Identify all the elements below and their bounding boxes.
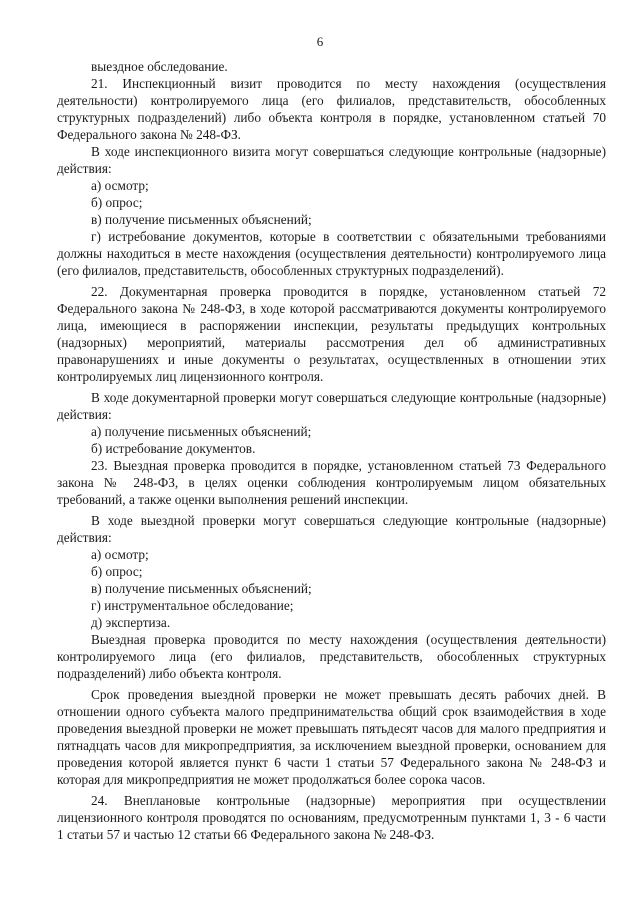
page-number: 6 bbox=[316, 34, 324, 49]
paragraph-2: 21. Инспекционный визит проводится по месту нахождения (осуществления деятельности) контролируемого лица (его филиалов, представительств, обособленных структурных подразделений) либо объекта контроля в порядке, установленном статьей 70 Федерального закона № 248-ФЗ. bbox=[57, 76, 606, 142]
list-item: а) осмотр; bbox=[91, 547, 149, 562]
list-item: г) инструментальное обследование; bbox=[91, 598, 294, 613]
paragraph-5: В ходе выездной проверки могут совершаться следующие контрольные (надзорные) действия: bbox=[57, 513, 606, 545]
document-body bbox=[57, 58, 606, 843]
list-item: а) получение письменных объяснений; bbox=[91, 424, 312, 439]
paragraph-4: В ходе документарной проверки могут совершаться следующие контрольные (надзорные) действия: bbox=[57, 390, 606, 422]
list-item: б) опрос; bbox=[91, 564, 143, 579]
paragraph-1: выездное обследование. bbox=[91, 59, 228, 74]
paragraph-item-23: 23. Выездная проверка проводится в порядке, установленном статьей 73 Федерального закона № 248-ФЗ, в целях оценки соблюдения контролируемым лицом обязательных требований, а также оценки выполнения решений инспекции. bbox=[57, 458, 606, 507]
paragraph-6: Выездная проверка проводится по месту нахождения (осуществления деятельности) контролируемого лица (его филиалов, представительств, обособленных структурных подразделений) либо объекта контроля. bbox=[57, 632, 606, 681]
list-item: б) истребование документов. bbox=[91, 441, 256, 456]
list-item: б) опрос; bbox=[91, 195, 143, 210]
list-item: в) получение письменных объяснений; bbox=[91, 581, 312, 596]
paragraph-7: Срок проведения выездной проверки не может превышать десять рабочих дней. В отношении одного субъекта малого предпринимательства общий срок взаимодействия в ходе проведения выездной проверки не может превышать пятьдесят часов для малого предприятия и пятнадцать часов для микропредприятия, за исключением выездной проверки, основанием для проведения которой является пункт 6 части 1 статьи 57 Федерального закона № 248-ФЗ и которая для микропредприятия не может продолжаться более сорока часов. bbox=[57, 687, 606, 787]
paragraph-item-24: 24. Внеплановые контрольные (надзорные) мероприятия при осуществлении лицензионного контроля проводятся по основаниям, предусмотренным пунктами 1, 3 - 6 части 1 статьи 57 и частью 12 статьи 66 Федерального закона № 248-ФЗ. bbox=[57, 793, 606, 842]
list-item: д) экспертиза. bbox=[91, 615, 171, 630]
list-item: в) получение письменных объяснений; bbox=[91, 212, 312, 227]
paragraph-item-22: 22. Документарная проверка проводится в порядке, установленном статьей 72 Федерального закона № 248-ФЗ, в ходе которой рассматриваются документы контролируемого лица, имеющиеся в распоряжении инспекции, результаты предыдущих контрольных (надзорных) мероприятий, материалы рассмотрения дел об административных правонарушениях и иные документы о результатах, осуществленных в отношении этих контролируемых лиц лицензионного контроля. bbox=[57, 284, 606, 384]
list-item: г) истребование документов, которые в соответствии с обязательными требованиями должны находиться в месте нахождения (осуществления деятельности) контролируемого лица (его филиалов, представительств, обособленных структурных подразделений). bbox=[57, 229, 606, 278]
list-item: а) осмотр; bbox=[91, 178, 149, 193]
paragraph-3: В ходе инспекционного визита могут совершаться следующие контрольные (надзорные) действия: bbox=[57, 144, 606, 176]
